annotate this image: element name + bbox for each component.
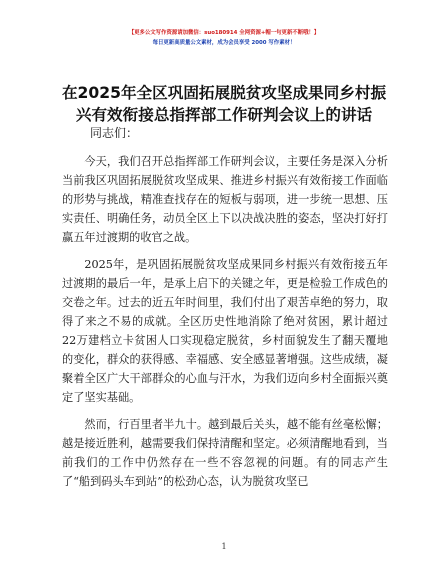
paragraph-1: 今天，我们召开总指挥部工作研判会议，主要任务是深入分析当前我区巩固拓展脱贫攻坚成果、推进乡村振兴有效衔接工作面临的形势与挑战，精准查找存在的短板与弱项，进一步统一思想、压实责任、明确任务，动员全区上下以决战决胜的姿态，坚决打好打赢五年过渡期的收官之战。 <box>62 155 388 244</box>
promo-banner-line-2: 每日更新高质量公文素材，成为会员享受 2000 写作素材！ <box>152 40 296 46</box>
document-body <box>62 152 388 499</box>
promo-banner-line-1: 【更多公文写作资源请加微信：suo180914 全网资源+帽一句更新不断哦！】 <box>128 30 320 36</box>
promo-banner <box>0 28 448 48</box>
paragraph-2: 2025年，是巩固拓展脱贫攻坚成果同乡村振兴有效衔接五年过渡期的最后一年，是承上启下的关键之年，更是检验工作成色的交卷之年。过去的近五年时间里，我们付出了艰苦卓绝的努力，取得了来之不易的成就。全区历史性地消除了绝对贫困，累计超过22万建档立卡贫困人口实现稳定脱贫，乡村面貌发生了翻天覆地的变化，群众的获得感、幸福感、安全感显著增强。这些成绩，凝聚着全区广大干部群众的心血与汗水，为我们迈向乡村全面振兴奠定了坚实基础。 <box>62 258 388 404</box>
page-number: 1 <box>221 542 227 551</box>
document-title: 在2025年全区巩固拓展脱贫攻坚成果同乡村振兴有效衔接总指挥部工作研判会议上的讲话 <box>61 84 387 124</box>
greeting: 同志们： <box>90 126 139 140</box>
paragraph-3: 然而，行百里者半九十。越到最后关头，越不能有丝毫松懈；越是接近胜利，越需要我们保持清醒和坚定。必须清醒地看到，当前我们的工作中仍然存在一些不容忽视的问题。有的同志产生了“船到码头车到站”的松劲心态，认为脱贫攻坚已 <box>62 418 388 488</box>
